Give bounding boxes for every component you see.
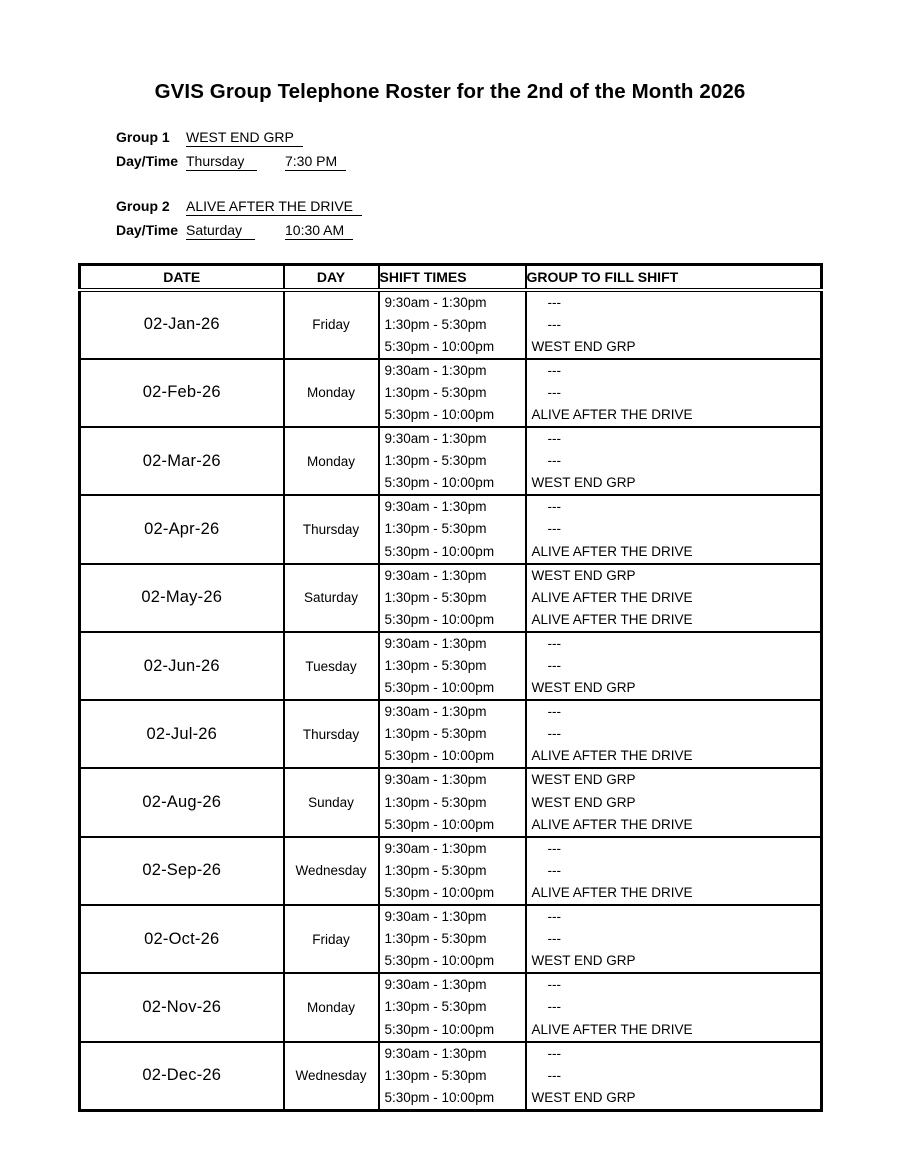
group-to-fill-cell (526, 973, 822, 1041)
shift-time: 9:30am - 1:30pm (384, 431, 487, 447)
group-to-fill-cell (526, 427, 822, 495)
table-header-row (80, 265, 822, 290)
group-2-time-field (285, 221, 353, 240)
shift-time: 1:30pm - 5:30pm (384, 794, 487, 810)
day-cell: Thursday (284, 495, 379, 563)
fill-group: ALIVE AFTER THE DRIVE (531, 816, 693, 832)
group-2-time: 10:30 AM (285, 221, 353, 240)
day-cell: Wednesday (284, 1042, 379, 1111)
fill-empty: --- (547, 1045, 561, 1061)
group-to-fill-cell (526, 632, 822, 700)
shift-times-cell (379, 837, 526, 905)
fill-empty: --- (547, 362, 561, 378)
fill-empty: --- (547, 977, 561, 993)
group-1-name-field (186, 128, 303, 147)
shift-time: 9:30am - 1:30pm (384, 567, 487, 583)
header-shift-times: SHIFT TIMES (379, 265, 526, 290)
group-2-name-field (186, 197, 362, 216)
group-to-fill-cell (526, 768, 822, 836)
shift-time: 9:30am - 1:30pm (384, 499, 487, 515)
shift-time: 5:30pm - 10:00pm (384, 1021, 495, 1037)
fill-group: ALIVE AFTER THE DRIVE (531, 611, 693, 627)
table-row (80, 837, 822, 905)
shift-time: 1:30pm - 5:30pm (384, 589, 487, 605)
shift-time: 9:30am - 1:30pm (384, 840, 487, 856)
fill-empty: --- (547, 862, 561, 878)
group-to-fill-cell (526, 290, 822, 359)
shift-time: 5:30pm - 10:00pm (384, 611, 495, 627)
group-1-label: Group 1 (116, 129, 170, 145)
shift-times-cell (379, 700, 526, 768)
date-cell: 02-Sep-26 (80, 837, 284, 905)
group-2-day-field (186, 221, 285, 240)
shift-times-cell (379, 1042, 526, 1111)
fill-empty: --- (547, 431, 561, 447)
page-title: GVIS Group Telephone Roster for the 2nd of the Month 2026 (154, 80, 746, 103)
fill-empty: --- (547, 316, 561, 332)
group-1-time-field (285, 152, 346, 171)
day-cell: Wednesday (284, 837, 379, 905)
shift-time: 5:30pm - 10:00pm (384, 543, 495, 559)
fill-empty: --- (547, 931, 561, 947)
group-to-fill-cell (526, 359, 822, 427)
group-2-day: Saturday (186, 221, 255, 240)
shift-time: 5:30pm - 10:00pm (384, 475, 495, 491)
date-cell: 02-Jul-26 (80, 700, 284, 768)
table-row (80, 359, 822, 427)
group-to-fill-cell (526, 837, 822, 905)
shift-time: 1:30pm - 5:30pm (384, 999, 487, 1015)
table-row (80, 1042, 822, 1111)
fill-group: ALIVE AFTER THE DRIVE (531, 884, 693, 900)
fill-group: ALIVE AFTER THE DRIVE (531, 406, 693, 422)
day-cell: Monday (284, 427, 379, 495)
shift-times-cell (379, 359, 526, 427)
fill-empty: --- (547, 704, 561, 720)
shift-time: 1:30pm - 5:30pm (384, 316, 487, 332)
shift-time: 1:30pm - 5:30pm (384, 1067, 487, 1083)
shift-time: 1:30pm - 5:30pm (384, 658, 487, 673)
fill-group: WEST END GRP (531, 772, 636, 788)
shift-time: 5:30pm - 10:00pm (384, 884, 495, 900)
shift-times-cell (379, 564, 526, 632)
shift-times-cell (379, 768, 526, 836)
shift-time: 5:30pm - 10:00pm (384, 406, 495, 422)
header-date: DATE (80, 265, 284, 290)
header-group-to-fill: GROUP TO FILL SHIFT (526, 265, 822, 290)
table-row (80, 632, 822, 700)
roster-table (78, 263, 823, 1112)
fill-group: ALIVE AFTER THE DRIVE (531, 543, 693, 559)
group-2-daytime-label: Day/Time (116, 222, 178, 238)
day-cell: Saturday (284, 564, 379, 632)
shift-time: 5:30pm - 10:00pm (384, 953, 495, 969)
header-day: DAY (284, 265, 379, 290)
group-1-info (116, 128, 346, 176)
fill-empty: --- (547, 909, 561, 925)
fill-empty: --- (547, 499, 561, 515)
table-row (80, 768, 822, 836)
fill-group: ALIVE AFTER THE DRIVE (531, 1021, 693, 1037)
group-1-daytime-line (116, 152, 346, 176)
shift-time: 5:30pm - 10:00pm (384, 338, 495, 354)
shift-time: 5:30pm - 10:00pm (384, 748, 495, 764)
table-row (80, 905, 822, 973)
table-row (80, 700, 822, 768)
group-to-fill-cell (526, 905, 822, 973)
day-cell: Tuesday (284, 632, 379, 700)
fill-empty: --- (547, 1067, 561, 1083)
date-cell: 02-Aug-26 (80, 768, 284, 836)
date-cell: 02-Apr-26 (80, 495, 284, 563)
fill-group: WEST END GRP (531, 680, 636, 696)
group-2-name: ALIVE AFTER THE DRIVE (186, 197, 362, 216)
day-cell: Friday (284, 905, 379, 973)
day-cell: Sunday (284, 768, 379, 836)
shift-times-cell (379, 290, 526, 359)
fill-empty: --- (547, 294, 561, 310)
fill-group: WEST END GRP (531, 1089, 636, 1105)
shift-time: 1:30pm - 5:30pm (384, 453, 487, 469)
shift-times-cell (379, 905, 526, 973)
fill-group: ALIVE AFTER THE DRIVE (531, 748, 693, 764)
shift-times-cell (379, 427, 526, 495)
table-row (80, 973, 822, 1041)
shift-time: 9:30am - 1:30pm (384, 362, 487, 378)
group-2-info (116, 197, 362, 245)
date-cell: 02-Jan-26 (80, 290, 284, 359)
group-to-fill-cell (526, 495, 822, 563)
shift-time: 9:30am - 1:30pm (384, 704, 487, 720)
shift-time: 1:30pm - 5:30pm (384, 726, 487, 742)
fill-empty: --- (547, 999, 561, 1015)
date-cell: 02-Oct-26 (80, 905, 284, 973)
date-cell: 02-Jun-26 (80, 632, 284, 700)
table-row (80, 564, 822, 632)
shift-times-cell (379, 632, 526, 700)
shift-time: 1:30pm - 5:30pm (384, 521, 487, 537)
day-cell: Thursday (284, 700, 379, 768)
group-2-daytime-line (116, 221, 362, 245)
group-2-name-line (116, 197, 362, 221)
fill-empty: --- (547, 840, 561, 856)
shift-time: 5:30pm - 10:00pm (384, 816, 495, 832)
fill-group: WEST END GRP (531, 953, 636, 969)
group-1-day-field (186, 152, 285, 171)
fill-empty: --- (547, 635, 561, 651)
fill-empty: --- (547, 726, 561, 742)
shift-times-cell (379, 973, 526, 1041)
group-1-name: WEST END GRP (186, 128, 303, 147)
fill-group: ALIVE AFTER THE DRIVE (531, 589, 693, 605)
shift-time: 9:30am - 1:30pm (384, 635, 487, 651)
group-to-fill-cell (526, 700, 822, 768)
shift-time: 9:30am - 1:30pm (384, 772, 487, 788)
group-1-name-line (116, 128, 346, 152)
fill-group: WEST END GRP (531, 567, 636, 583)
group-2-label: Group 2 (116, 198, 170, 214)
date-cell: 02-Mar-26 (80, 427, 284, 495)
group-1-daytime-label: Day/Time (116, 153, 178, 169)
shift-time: 1:30pm - 5:30pm (384, 862, 487, 878)
table-row (80, 290, 822, 359)
table-row (80, 495, 822, 563)
group-to-fill-cell (526, 1042, 822, 1111)
group-1-day: Thursday (186, 152, 257, 171)
shift-time: 9:30am - 1:30pm (384, 294, 487, 310)
fill-empty: --- (547, 453, 561, 469)
date-cell: 02-Dec-26 (80, 1042, 284, 1111)
group-to-fill-cell (526, 564, 822, 632)
fill-empty: --- (547, 521, 561, 537)
day-cell: Monday (284, 973, 379, 1041)
fill-empty: --- (547, 658, 561, 673)
shift-times-cell (379, 495, 526, 563)
fill-group: WEST END GRP (531, 794, 636, 810)
fill-group: WEST END GRP (531, 338, 636, 354)
shift-time: 5:30pm - 10:00pm (384, 680, 495, 696)
shift-time: 1:30pm - 5:30pm (384, 931, 487, 947)
shift-time: 1:30pm - 5:30pm (384, 384, 487, 400)
date-cell: 02-Feb-26 (80, 359, 284, 427)
shift-time: 9:30am - 1:30pm (384, 1045, 487, 1061)
date-cell: 02-May-26 (80, 564, 284, 632)
shift-time: 9:30am - 1:30pm (384, 909, 487, 925)
shift-time: 5:30pm - 10:00pm (384, 1089, 495, 1105)
fill-empty: --- (547, 384, 561, 400)
day-cell: Friday (284, 290, 379, 359)
date-cell: 02-Nov-26 (80, 973, 284, 1041)
fill-group: WEST END GRP (531, 475, 636, 491)
day-cell: Monday (284, 359, 379, 427)
group-1-time: 7:30 PM (285, 152, 346, 171)
table-row (80, 427, 822, 495)
shift-time: 9:30am - 1:30pm (384, 977, 487, 993)
